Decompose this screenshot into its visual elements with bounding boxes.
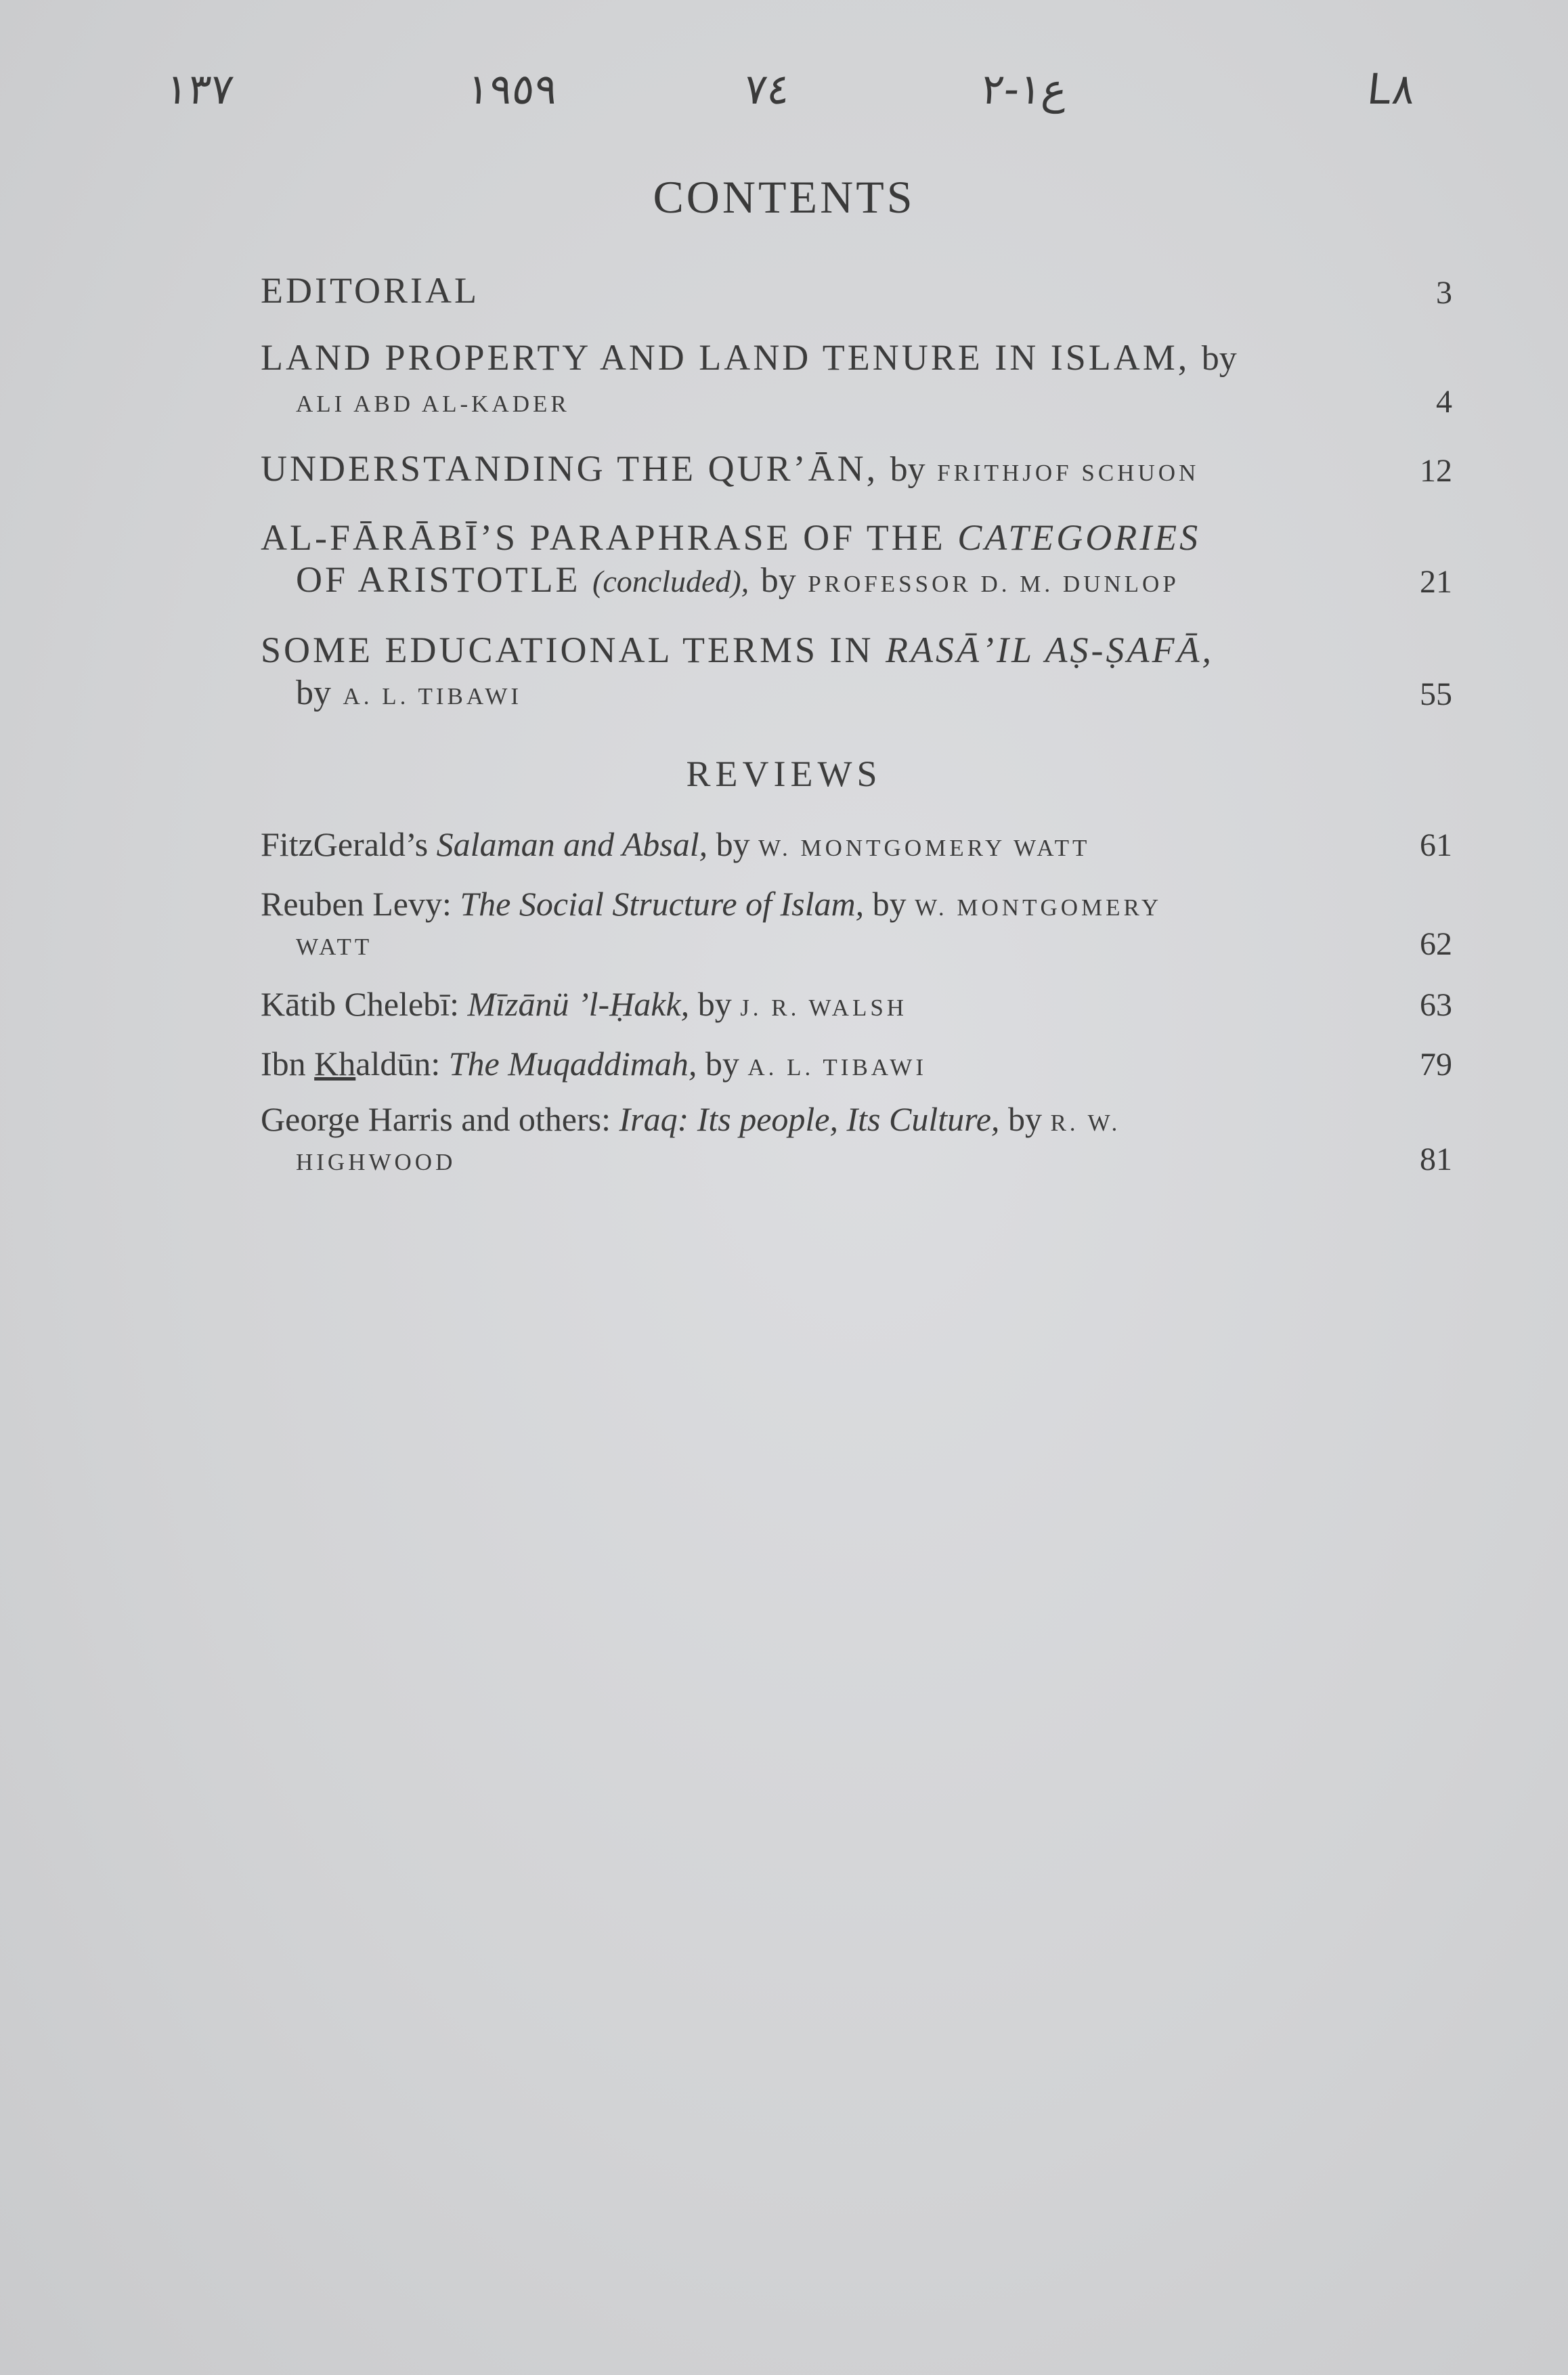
review-author-cont: WATT: [296, 934, 373, 960]
review-pre: Reuben Levy:: [261, 885, 452, 923]
handwritten-annotation: L٨: [1365, 64, 1418, 114]
page-number: 4: [1436, 384, 1452, 420]
by-word: by: [705, 1045, 739, 1083]
review-author-cont: HIGHWOOD: [296, 1149, 456, 1175]
review-author: W. MONTGOMERY: [915, 894, 1162, 921]
section-heading-reviews: REVIEWS: [686, 754, 882, 794]
review-entry: [261, 825, 1452, 864]
review-entry: [261, 1044, 1452, 1083]
by-word: by: [697, 985, 732, 1023]
page-number: 61: [1420, 827, 1452, 863]
toc-entry: [261, 448, 1452, 489]
review-author: R. W.: [1050, 1110, 1121, 1136]
review-entry: [261, 1099, 1452, 1178]
by-word: by: [890, 450, 925, 489]
entry-title: LAND PROPERTY AND LAND TENURE IN ISLAM,: [261, 337, 1190, 378]
review-pre-rest: aldūn:: [355, 1045, 441, 1083]
handwritten-annotation: ع١-٢: [979, 64, 1070, 114]
review-entry: [261, 984, 1452, 1024]
by-word: by: [296, 674, 331, 712]
page-number: 81: [1420, 1141, 1452, 1177]
review-pre-underlined: Kh: [314, 1045, 356, 1083]
review-work: The Social Structure of Islam,: [460, 885, 865, 923]
review-author: W. MONTGOMERY WATT: [758, 835, 1091, 861]
entry-title: EDITORIAL: [261, 270, 479, 311]
review-pre: Kātib Chelebī:: [261, 985, 459, 1023]
by-word: by: [716, 825, 750, 863]
entry-title: AL-FĀRĀBĪ’S PARAPHRASE OF THE: [261, 517, 946, 558]
handwritten-annotation: ١٣٧: [163, 64, 236, 114]
page-number: 79: [1420, 1047, 1452, 1083]
toc-entry: [261, 336, 1452, 420]
by-word: by: [872, 885, 907, 923]
toc-entry: [261, 629, 1452, 713]
handwritten-annotation: ٧٤: [742, 64, 793, 114]
entry-author: FRITHJOF SCHUON: [937, 460, 1200, 486]
page-number: 21: [1420, 564, 1452, 600]
page-number: 12: [1420, 453, 1452, 489]
entry-author: A. L. TIBAWI: [343, 683, 523, 710]
entry-title: UNDERSTANDING THE QUR’ĀN,: [261, 448, 879, 489]
review-work: Mīzānü ’l-Ḥakk,: [467, 985, 690, 1023]
entry-title-italic: CATEGORIES: [957, 517, 1201, 558]
toc-entry: [261, 269, 1452, 311]
page-number: 3: [1436, 275, 1452, 311]
review-work: Iraq: Its people, Its Culture,: [619, 1100, 1000, 1138]
entry-title: SOME EDUCATIONAL TERMS IN: [261, 630, 874, 670]
toc-entry: [261, 517, 1452, 601]
review-author: J. R. WALSH: [740, 995, 908, 1021]
review-work: Salaman and Absal,: [436, 825, 708, 863]
by-word: by: [1007, 1100, 1042, 1138]
page-title: CONTENTS: [653, 171, 915, 223]
review-pre: FitzGerald’s: [261, 825, 429, 863]
page-number: 63: [1420, 987, 1452, 1023]
by-word: by: [1201, 339, 1237, 378]
review-entry: [261, 884, 1452, 963]
handwritten-annotation: ١٩٥٩: [464, 64, 561, 114]
entry-author: PROFESSOR D. M. DUNLOP: [808, 571, 1179, 597]
entry-title-cont: OF ARISTOTLE: [296, 559, 581, 600]
page-number: 62: [1420, 926, 1452, 962]
entry-title-italic: RASĀ’IL AṢ-ṢAFĀ,: [886, 630, 1214, 670]
entry-author: ALI ABD AL-KADER: [296, 391, 570, 417]
page-number: 55: [1420, 676, 1452, 712]
review-work: The Muqaddimah,: [448, 1045, 697, 1083]
review-pre: Ibn: [261, 1045, 306, 1083]
review-author: A. L. TIBAWI: [747, 1054, 927, 1081]
by-word: by: [760, 561, 796, 600]
entry-note: (concluded),: [592, 564, 749, 598]
review-pre: George Harris and others:: [261, 1100, 611, 1138]
